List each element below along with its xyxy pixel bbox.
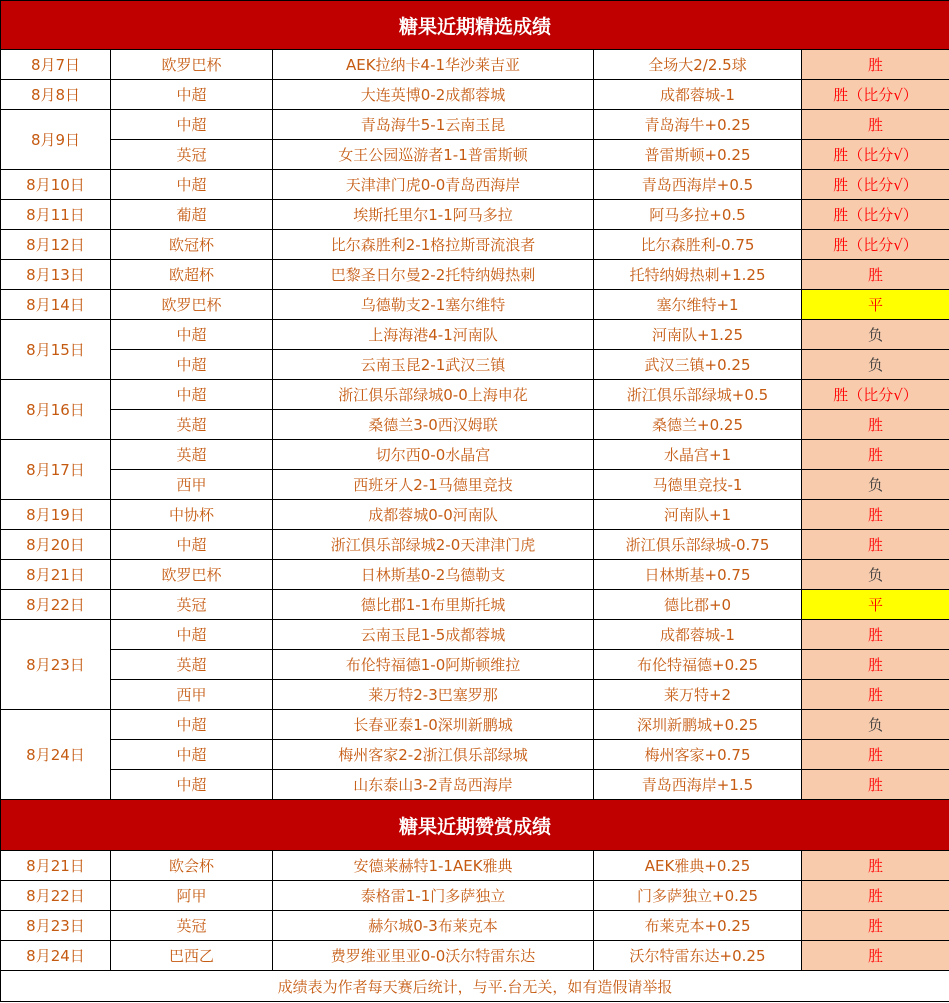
- league-cell: 中超: [111, 620, 273, 650]
- pick-cell: 比尔森胜利-0.75: [594, 230, 802, 260]
- table-row: [1, 620, 949, 650]
- match-cell: 女王公园巡游者1-1普雷斯顿: [273, 140, 594, 170]
- pick-cell: 沃尔特雷东达+0.25: [594, 941, 802, 971]
- table-row: [1, 380, 949, 410]
- match-cell: 桑德兰3-0西汉姆联: [273, 410, 594, 440]
- date-cell: 8月7日: [1, 50, 111, 80]
- match-cell: 赫尔城0-3布莱克本: [273, 911, 594, 941]
- league-cell: 英超: [111, 650, 273, 680]
- result-cell: 平: [802, 590, 949, 620]
- match-cell: AEK拉纳卡4-1华沙莱吉亚: [273, 50, 594, 80]
- date-cell: 8月23日: [1, 911, 111, 941]
- match-cell: 泰格雷1-1门多萨独立: [273, 881, 594, 911]
- league-cell: 中超: [111, 170, 273, 200]
- match-cell: 浙江俱乐部绿城0-0上海申花: [273, 380, 594, 410]
- date-cell: 8月10日: [1, 170, 111, 200]
- league-cell: 欧超杯: [111, 260, 273, 290]
- date-cell: 8月16日: [1, 380, 111, 440]
- league-cell: 中超: [111, 770, 273, 800]
- date-cell: 8月21日: [1, 560, 111, 590]
- match-cell: 长春亚泰1-0深圳新鹏城: [273, 710, 594, 740]
- pick-cell: 布伦特福德+0.25: [594, 650, 802, 680]
- table-row: [1, 230, 949, 260]
- pick-cell: 托特纳姆热刺+1.25: [594, 260, 802, 290]
- league-cell: 西甲: [111, 470, 273, 500]
- league-cell: 中超: [111, 320, 273, 350]
- pick-cell: 马德里竞技-1: [594, 470, 802, 500]
- pick-cell: 河南队+1.25: [594, 320, 802, 350]
- section-title-selected-row: [1, 1, 949, 50]
- result-cell: 负: [802, 350, 949, 380]
- table-row: [1, 560, 949, 590]
- result-cell: 胜（比分√）: [802, 380, 949, 410]
- pick-cell: 日林斯基+0.75: [594, 560, 802, 590]
- date-cell: 8月23日: [1, 620, 111, 710]
- match-cell: 切尔西0-0水晶宫: [273, 440, 594, 470]
- date-cell: 8月11日: [1, 200, 111, 230]
- table-row: [1, 440, 949, 470]
- pick-cell: 塞尔维特+1: [594, 290, 802, 320]
- result-cell: 平: [802, 290, 949, 320]
- table-row: [1, 650, 949, 680]
- date-cell: 8月24日: [1, 941, 111, 971]
- result-cell: 负: [802, 320, 949, 350]
- pick-cell: 河南队+1: [594, 500, 802, 530]
- table-row: [1, 290, 949, 320]
- table-row: [1, 350, 949, 380]
- table-row: [1, 80, 949, 110]
- table-row: [1, 410, 949, 440]
- match-cell: 大连英博0-2成都蓉城: [273, 80, 594, 110]
- result-cell: 负: [802, 470, 949, 500]
- pick-cell: 普雷斯顿+0.25: [594, 140, 802, 170]
- result-cell: 胜: [802, 851, 949, 881]
- result-cell: 胜: [802, 530, 949, 560]
- table-row: [1, 680, 949, 710]
- result-cell: 胜: [802, 110, 949, 140]
- table-row: [1, 320, 949, 350]
- result-cell: 胜: [802, 50, 949, 80]
- league-cell: 中超: [111, 350, 273, 380]
- match-cell: 费罗维亚里亚0-0沃尔特雷东达: [273, 941, 594, 971]
- league-cell: 中超: [111, 80, 273, 110]
- pick-cell: AEK雅典+0.25: [594, 851, 802, 881]
- result-cell: 胜: [802, 911, 949, 941]
- match-cell: 比尔森胜利2-1格拉斯哥流浪者: [273, 230, 594, 260]
- league-cell: 英超: [111, 410, 273, 440]
- league-cell: 欧罗巴杯: [111, 560, 273, 590]
- pick-cell: 浙江俱乐部绿城+0.5: [594, 380, 802, 410]
- match-cell: 成都蓉城0-0河南队: [273, 500, 594, 530]
- league-cell: 英冠: [111, 590, 273, 620]
- league-cell: 英冠: [111, 140, 273, 170]
- result-cell: 胜（比分√）: [802, 170, 949, 200]
- pick-cell: 阿马多拉+0.5: [594, 200, 802, 230]
- pick-cell: 浙江俱乐部绿城-0.75: [594, 530, 802, 560]
- table-row: [1, 170, 949, 200]
- league-cell: 中超: [111, 740, 273, 770]
- result-cell: 负: [802, 710, 949, 740]
- match-cell: 浙江俱乐部绿城2-0天津津门虎: [273, 530, 594, 560]
- table-row: [1, 881, 949, 911]
- match-cell: 云南玉昆1-5成都蓉城: [273, 620, 594, 650]
- result-cell: 胜: [802, 740, 949, 770]
- date-cell: 8月22日: [1, 881, 111, 911]
- date-cell: 8月20日: [1, 530, 111, 560]
- table-row: [1, 590, 949, 620]
- date-cell: 8月14日: [1, 290, 111, 320]
- pick-cell: 深圳新鹏城+0.25: [594, 710, 802, 740]
- match-cell: 德比郡1-1布里斯托城: [273, 590, 594, 620]
- pick-cell: 青岛西海岸+1.5: [594, 770, 802, 800]
- result-cell: 胜: [802, 881, 949, 911]
- match-cell: 山东泰山3-2青岛西海岸: [273, 770, 594, 800]
- pick-cell: 莱万特+2: [594, 680, 802, 710]
- table-row: [1, 50, 949, 80]
- match-cell: 巴黎圣日尔曼2-2托特纳姆热刺: [273, 260, 594, 290]
- league-cell: 欧冠杯: [111, 230, 273, 260]
- section-title-appreciation: 糖果近期赞赏成绩: [1, 800, 949, 851]
- match-cell: 梅州客家2-2浙江俱乐部绿城: [273, 740, 594, 770]
- match-cell: 安德莱赫特1-1AEK雅典: [273, 851, 594, 881]
- league-cell: 英超: [111, 440, 273, 470]
- pick-cell: 德比郡+0: [594, 590, 802, 620]
- result-cell: 胜（比分√）: [802, 80, 949, 110]
- league-cell: 巴西乙: [111, 941, 273, 971]
- league-cell: 西甲: [111, 680, 273, 710]
- pick-cell: 成都蓉城-1: [594, 620, 802, 650]
- pick-cell: 水晶宫+1: [594, 440, 802, 470]
- result-cell: 胜: [802, 410, 949, 440]
- match-cell: 西班牙人2-1马德里竞技: [273, 470, 594, 500]
- league-cell: 中超: [111, 710, 273, 740]
- result-cell: 胜: [802, 770, 949, 800]
- match-cell: 布伦特福德1-0阿斯顿维拉: [273, 650, 594, 680]
- date-cell: 8月17日: [1, 440, 111, 500]
- match-cell: 埃斯托里尔1-1阿马多拉: [273, 200, 594, 230]
- league-cell: 欧罗巴杯: [111, 290, 273, 320]
- table-row: [1, 260, 949, 290]
- table-row: [1, 530, 949, 560]
- table-row: [1, 941, 949, 971]
- result-cell: 胜: [802, 260, 949, 290]
- results-table-body: [1, 1, 949, 1002]
- match-cell: 天津津门虎0-0青岛西海岸: [273, 170, 594, 200]
- result-cell: 胜（比分√）: [802, 200, 949, 230]
- result-cell: 胜（比分√）: [802, 140, 949, 170]
- league-cell: 英冠: [111, 911, 273, 941]
- date-cell: 8月21日: [1, 851, 111, 881]
- section-title-selected: 糖果近期精选成绩: [1, 1, 949, 50]
- league-cell: 葡超: [111, 200, 273, 230]
- table-row: [1, 140, 949, 170]
- result-cell: 胜: [802, 500, 949, 530]
- league-cell: 阿甲: [111, 881, 273, 911]
- result-cell: 胜: [802, 440, 949, 470]
- result-cell: 胜: [802, 941, 949, 971]
- date-cell: 8月13日: [1, 260, 111, 290]
- result-cell: 胜: [802, 680, 949, 710]
- result-cell: 胜（比分√）: [802, 230, 949, 260]
- league-cell: 中超: [111, 530, 273, 560]
- match-cell: 日林斯基0-2乌德勒支: [273, 560, 594, 590]
- table-row: [1, 470, 949, 500]
- league-cell: 中超: [111, 380, 273, 410]
- section-title-appreciation-row: [1, 800, 949, 851]
- pick-cell: 青岛海牛+0.25: [594, 110, 802, 140]
- pick-cell: 门多萨独立+0.25: [594, 881, 802, 911]
- pick-cell: 武汉三镇+0.25: [594, 350, 802, 380]
- match-cell: 乌德勒支2-1塞尔维特: [273, 290, 594, 320]
- date-cell: 8月24日: [1, 710, 111, 800]
- table-row: [1, 911, 949, 941]
- pick-cell: 成都蓉城-1: [594, 80, 802, 110]
- pick-cell: 桑德兰+0.25: [594, 410, 802, 440]
- table-row: [1, 200, 949, 230]
- date-cell: 8月19日: [1, 500, 111, 530]
- date-cell: 8月9日: [1, 110, 111, 170]
- date-cell: 8月12日: [1, 230, 111, 260]
- footer-note: 成绩表为作者每天赛后统计，与平.台无关，如有造假请举报: [1, 971, 949, 1002]
- pick-cell: 青岛西海岸+0.5: [594, 170, 802, 200]
- pick-cell: 布莱克本+0.25: [594, 911, 802, 941]
- table-row: [1, 740, 949, 770]
- league-cell: 欧罗巴杯: [111, 50, 273, 80]
- footer-row: [1, 971, 949, 1002]
- match-cell: 云南玉昆2-1武汉三镇: [273, 350, 594, 380]
- match-cell: 上海海港4-1河南队: [273, 320, 594, 350]
- league-cell: 欧会杯: [111, 851, 273, 881]
- table-row: [1, 110, 949, 140]
- match-cell: 青岛海牛5-1云南玉昆: [273, 110, 594, 140]
- match-cell: 莱万特2-3巴塞罗那: [273, 680, 594, 710]
- table-row: [1, 710, 949, 740]
- table-row: [1, 500, 949, 530]
- league-cell: 中超: [111, 110, 273, 140]
- result-cell: 胜: [802, 650, 949, 680]
- result-cell: 胜: [802, 620, 949, 650]
- date-cell: 8月8日: [1, 80, 111, 110]
- table-row: [1, 851, 949, 881]
- date-cell: 8月15日: [1, 320, 111, 380]
- league-cell: 中协杯: [111, 500, 273, 530]
- date-cell: 8月22日: [1, 590, 111, 620]
- table-row: [1, 770, 949, 800]
- result-cell: 负: [802, 560, 949, 590]
- pick-cell: 梅州客家+0.75: [594, 740, 802, 770]
- pick-cell: 全场大2/2.5球: [594, 50, 802, 80]
